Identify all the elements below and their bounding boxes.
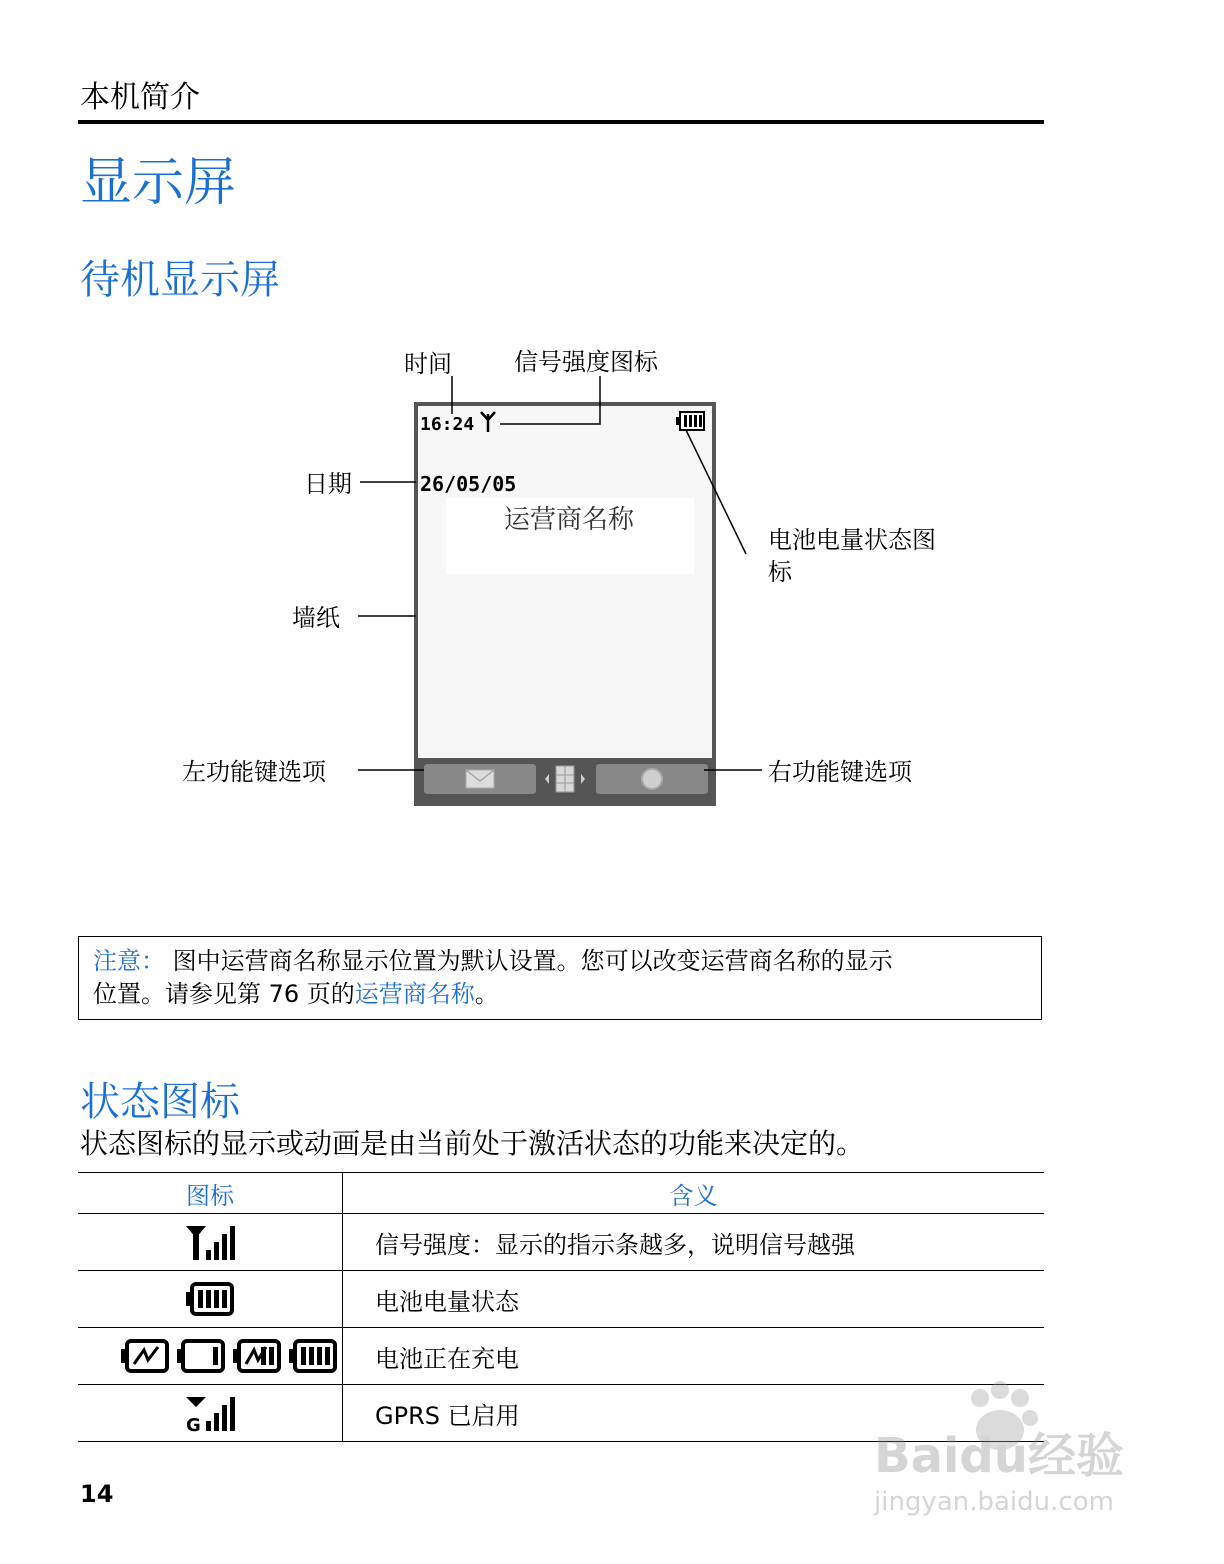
meaning-gprs: GPRS 已启用 <box>343 1385 1045 1442</box>
table-row <box>78 1271 1044 1328</box>
meaning-signal: 信号强度：显示的指示条越多，说明信号越强 <box>343 1214 1045 1271</box>
note-text-1: 图中运营商名称显示位置为默认设置。您可以改变运营商名称的显示 <box>165 947 893 975</box>
subsection-title-status-icons: 状态图标 <box>80 1079 240 1125</box>
callout-battery-line1: 电池电量状态图 <box>768 526 936 554</box>
callout-left-softkey: 左功能键选项 <box>182 758 326 786</box>
table-header-meaning: 含义 <box>343 1173 1045 1214</box>
svg-text:G: G <box>186 1415 201 1433</box>
callout-signal: 信号强度图标 <box>514 348 658 376</box>
note-text-3: 。 <box>474 980 499 1008</box>
status-icons-intro: 状态图标的显示或动画是由当前处于激活状态的功能来决定的。 <box>80 1127 865 1160</box>
callout-right-softkey: 右功能键选项 <box>768 758 912 786</box>
subsection-title-standby: 待机显示屏 <box>80 257 280 303</box>
gprs-icon <box>184 1393 236 1433</box>
phone-operator-name: 运营商名称 <box>503 505 635 535</box>
signal-strength-icon <box>184 1222 236 1262</box>
phone-screen-frame <box>416 404 714 804</box>
table-header-icon: 图标 <box>78 1173 343 1214</box>
callout-wallpaper: 墙纸 <box>292 604 340 632</box>
table-row <box>78 1214 1044 1271</box>
watermark-brand: Baidu经验 <box>874 1428 1124 1484</box>
baidu-watermark <box>870 1380 1160 1540</box>
note-link-operator-name[interactable]: 运营商名称 <box>354 980 475 1008</box>
note-text-2: 位置。请参见第 76 页的 <box>93 980 355 1008</box>
chapter-title: 本机简介 <box>80 80 200 115</box>
callout-battery-line2: 标 <box>768 558 792 586</box>
phone-time: 16:24 <box>420 414 475 435</box>
section-title: 显示屏 <box>80 153 237 213</box>
table-row <box>78 1328 1044 1385</box>
meaning-charging: 电池正在充电 <box>343 1328 1045 1385</box>
standby-screen-figure <box>0 330 1224 820</box>
service-icon <box>642 769 662 789</box>
header-rule <box>78 120 1044 124</box>
phone-date: 26/05/05 <box>420 472 517 496</box>
watermark-url: jingyan.baidu.com <box>874 1487 1114 1517</box>
note-box <box>78 936 1042 1020</box>
note-label: 注意： <box>93 947 165 975</box>
callout-time: 时间 <box>404 350 452 378</box>
battery-charging-icon <box>120 1338 338 1374</box>
page-number: 14 <box>80 1480 114 1508</box>
callout-date: 日期 <box>304 470 352 498</box>
envelope-icon <box>466 770 494 788</box>
battery-icon <box>185 1281 235 1317</box>
battery-icon <box>676 412 704 430</box>
meaning-battery: 电池电量状态 <box>343 1271 1045 1328</box>
